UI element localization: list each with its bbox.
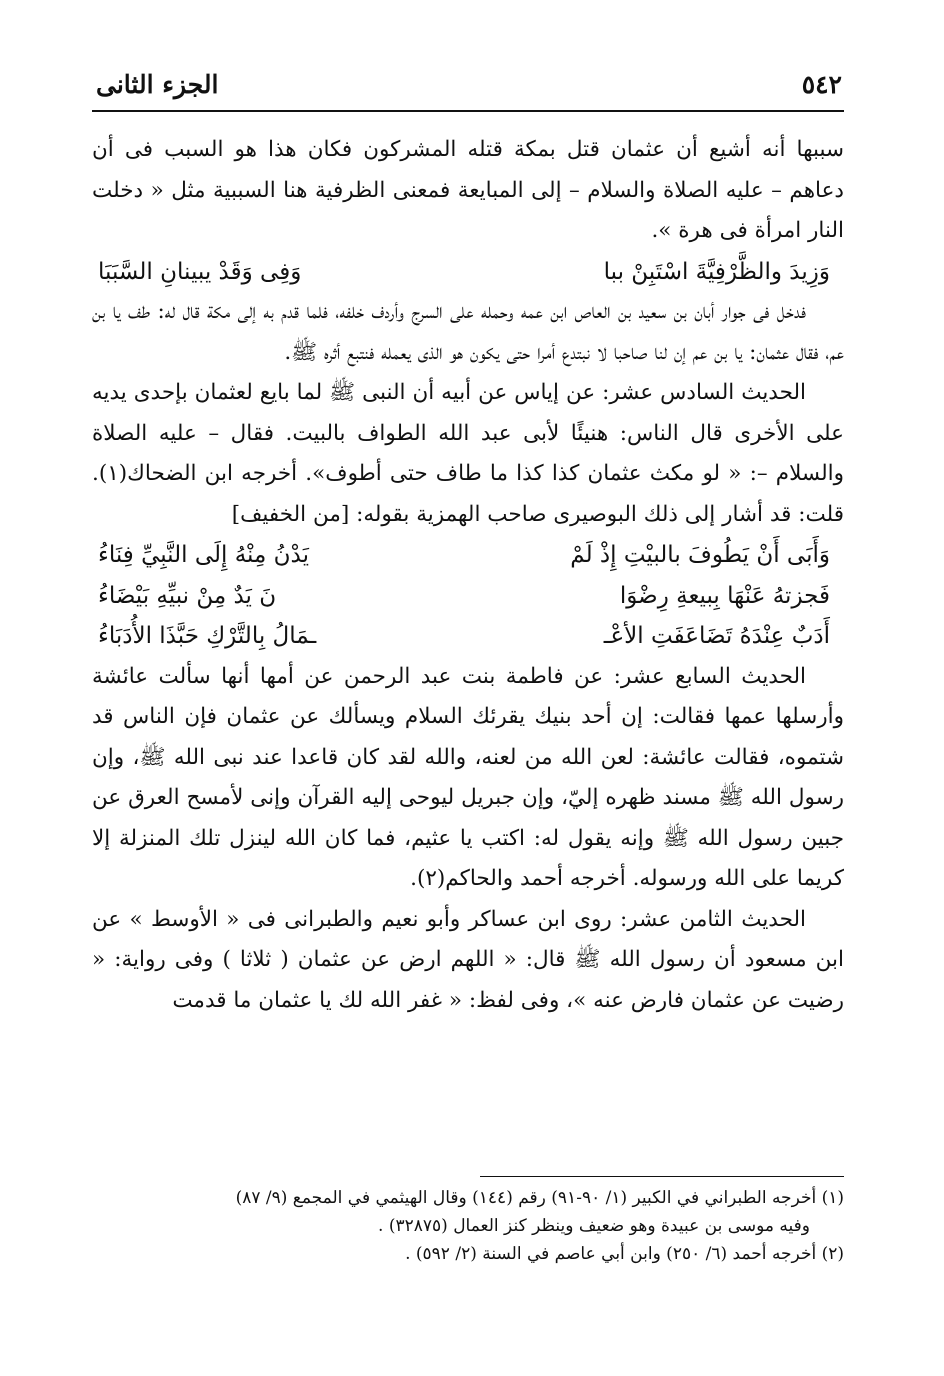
- footnote-1-continuation: وفيه موسى بن عبيدة وهو ضعيف وينظر كنز العمال (٣٢٨٧٥) .: [378, 1216, 810, 1236]
- verse-hemistich-left: نَ يَدٌ مِنْ نبيِّهِ بَيْضَاءُ: [98, 582, 277, 609]
- verse-hemistich-left: وَفِى وَقَدْ يبينانِ السَّبَبَا: [98, 258, 302, 285]
- paragraph: سببها أنه أشيع أن عثمان قتل بمكة قتله المشركون فكان هذا هو السبب فى أن دعاهم – عليه الصلاة والسلام – إلى المبايعة فمعنى الظرفية هنا السببية مثل « دخلت النار امرأة فى هرة ».: [92, 137, 844, 243]
- verse-line: [92, 576, 844, 617]
- footnote-divider: [480, 1176, 844, 1177]
- page-header: [96, 62, 842, 106]
- verse-hemistich-left: ـمَالُ بِالتَّرْكِ حَبَّذَا الأُدَبَاءُ: [98, 623, 317, 649]
- verse-line: [92, 535, 844, 576]
- footnote-2: (٢) أخرجه أحمد (٦/ ٢٥٠) وابن أبي عاصم في السنة (٢/ ٥٩٢) .: [405, 1244, 844, 1264]
- header-divider: [92, 110, 844, 112]
- footnotes: [92, 1184, 844, 1268]
- verse-line: [92, 252, 844, 293]
- paragraph: فدخل فى جوار أبان بن سعيد بن العاص ابن عمه وحمله على السرج وأردف خلفه، فلما قدم به إلى مكة قال له: طف يا بن عم، فقال عثمان: يا بن عم إن لنا صاحبا لا نبتدع أمرا حتى يكون هو الذى يعمله فنتبع أثره ﷺ.: [92, 299, 844, 365]
- page-number: ٥٤٢: [801, 69, 842, 99]
- verse-hemistich-right: فَجزتهُ عَنْهَا بِبيعةِ رِضْوَا: [619, 582, 830, 609]
- hadith-16-paragraph: الحديث السادس عشر: عن إياس عن أبيه أن النبى ﷺ لما بايع لعثمان بإحدى يديه على الأخرى قال الناس: هنيئًا لأبى عبد الله الطواف بالبيت. فقال – عليه الصلاة والسلام –: « لو مكث عثمان كذا كذا ما طاف حتى أطوف». أخرجه ابن الضحاك(١). قلت: قد أشار إلى ذلك البوصيرى صاحب الهمزية بقوله: [من الخفيف]: [92, 380, 844, 527]
- verse-hemistich-right: وَأَبَى أَنْ يَطُوفَ بالبيْتِ إِذْ لَمْ: [570, 542, 830, 568]
- hadith-17-paragraph: الحديث السابع عشر: عن فاطمة بنت عبد الرحمن عن أمها أنها سألت عائشة وأرسلها عمها فقالت: إن أحد بنيك يقرئك السلام ويسألك عن عثمان فإن الناس قد شتموه، فقالت عائشة: لعن الله من لعنه، والله لقد كان قاعدا عند نبى الله ﷺ، وإن رسول الله ﷺ مسند ظهره إليّ، وإن جبريل ليوحى إليه القرآن وإنى لأمسح العرق عن جبين رسول الله ﷺ وإنه يقول له: اكتب يا عثيم، فما كان الله لينزل تلك المنزلة إلا كريما على الله ورسوله. أخرجه أحمد والحاكم(٢).: [92, 663, 844, 891]
- running-title: الجزء الثانى: [96, 69, 219, 99]
- hadith-18-paragraph: الحديث الثامن عشر: روى ابن عساكر وأبو نعيم والطبرانى فى « الأوسط » عن ابن مسعود أن رسول الله ﷺ قال: « اللهم ارض عن عثمان ( ثلاثا ) وفى رواية: « رضيت عن عثمان فارض عنه »، وفى لفظ: « غفر الله لك يا عثمان ما قدمت: [92, 906, 844, 1013]
- main-text: [92, 130, 844, 1021]
- verse-line: [92, 616, 844, 657]
- footnote-1: (١) أخرجه الطبراني في الكبير (١/ ٩٠-٩١) رقم (١٤٤) وقال الهيثمي في المجمع (٩/ ٨٧): [235, 1188, 844, 1208]
- verse-hemistich-right: أَدَبٌ عِنْدَهُ تَضَاعَفَتِ الأعْـ: [603, 623, 830, 649]
- verse-hemistich-left: يَدْنُ مِنْهُ إِلَى النَّبِيِّ فِنَاءُ: [98, 542, 309, 568]
- verse-hemistich-right: وَزِيدَ والظَّرْفِيَّةَ اسْتَبِنْ ببا: [603, 258, 830, 285]
